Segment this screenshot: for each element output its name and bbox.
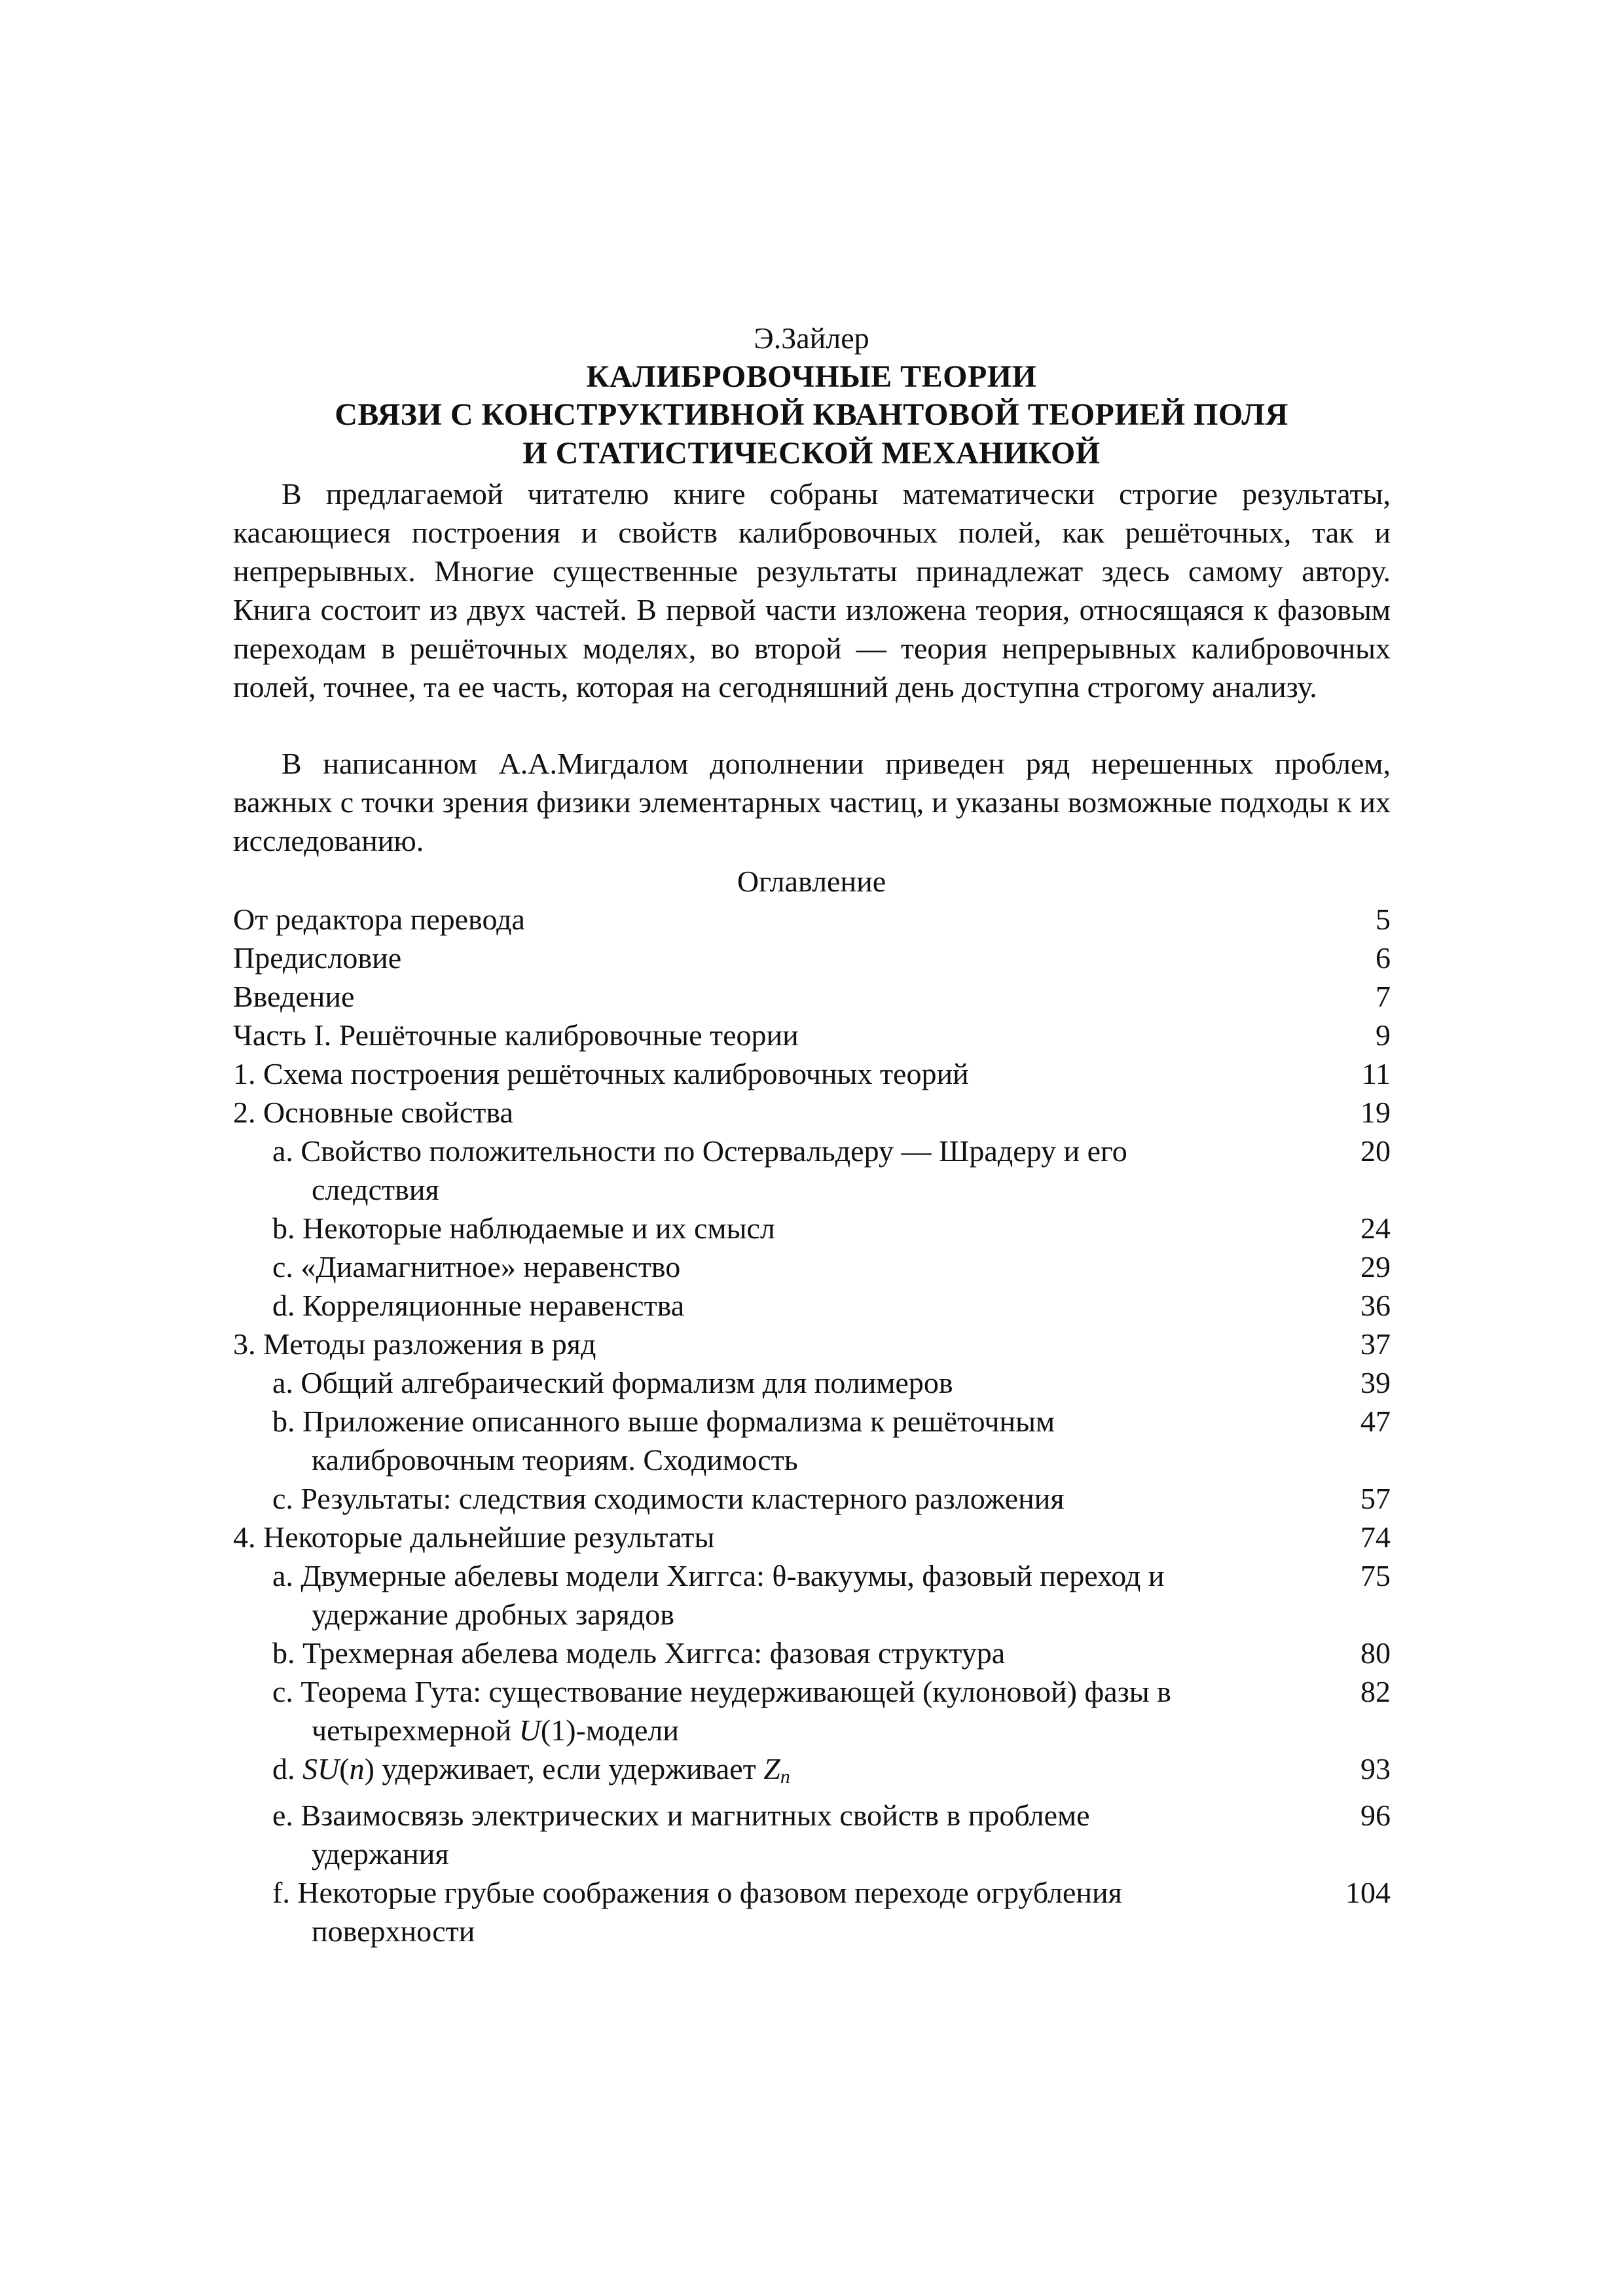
toc-entry[interactable] (233, 1093, 1391, 1132)
abstract-paragraph-1: В предлагаемой читателю книге собраны математически строгие результаты, касающиеся построения и свойств калибровочных полей, как решёточных, так и непрерывных. Многие существенные результаты принадлежат здесь самому автору. Книга состоит из двух частей. В первой части изложена теория, относящаяся к фазовым переходам в решёточных моделях, во второй — теория непрерывных калибровочных полей, точнее, та ее часть, которая на сегодняшний день доступна строгому анализу. (233, 477, 1391, 704)
toc-entry-title: 1. Схема построения решёточных калибровочных теорий (233, 1057, 969, 1090)
toc-entry-title-line-1: e. Взаимосвязь электрических и магнитных свойств в проблеме (272, 1799, 1090, 1832)
toc-entry-title-line-1: c. Теорема Гута: существование неудерживающей (кулоновой) фазы в (272, 1675, 1171, 1708)
toc-entry-title: 4. Некоторые дальнейшие результаты (233, 1520, 715, 1554)
toc-entry-title-line-2 (272, 1711, 1228, 1749)
toc-entry-title-line-2: удержание дробных зарядов (312, 1598, 674, 1631)
title-line-3: И СТАТИСТИЧЕСКОЙ МЕХАНИКОЙ (522, 436, 1101, 471)
title-line-2: СВЯЗИ С КОНСТРУКТИВНОЙ КВАНТОВОЙ ТЕОРИЕЙ ПОЛЯ (335, 397, 1288, 432)
abstract-paragraph-2: В написанном А.А.Мигдалом дополнении приведен ряд нерешенных проблем, важных с точки зрения физики элементарных частиц, и указаны возможные подходы к их исследованию. (233, 747, 1391, 857)
toc-entry-page: 24 (1360, 1211, 1391, 1245)
toc-entry[interactable] (233, 1672, 1391, 1749)
toc-text-fragment: ( (339, 1752, 350, 1785)
math-symbol-z: Z (763, 1752, 780, 1785)
toc-entry-page: 75 (1360, 1559, 1391, 1592)
toc-entry[interactable] (233, 1054, 1391, 1093)
toc-entry-title-line-1: f. Некоторые грубые соображения о фазовом переходе огрубления (272, 1876, 1122, 1909)
toc-entry-title: От редактора перевода (233, 903, 525, 936)
toc-entry[interactable] (233, 1016, 1391, 1054)
toc-entry[interactable] (233, 900, 1391, 939)
toc-entry-page: 39 (1360, 1366, 1391, 1399)
toc-entry[interactable] (233, 1402, 1391, 1479)
toc-entry-page: 36 (1360, 1289, 1391, 1322)
math-symbol-su: SU (302, 1752, 340, 1785)
toc-entry[interactable] (233, 1556, 1391, 1634)
toc-entry-title (233, 1556, 1300, 1634)
toc-entry-title (233, 1749, 1300, 1796)
author-name: Э.Зайлер (754, 321, 869, 355)
toc-text-fragment: ) удерживает, если удерживает (364, 1752, 764, 1785)
toc-entry[interactable] (233, 1325, 1391, 1363)
toc-entry[interactable] (233, 1247, 1391, 1286)
toc-entry-page: 6 (1376, 941, 1391, 975)
toc-entry-title: c. «Диамагнитное» неравенство (272, 1250, 681, 1283)
toc-entry-title (233, 1873, 1300, 1950)
toc-text-fragment: четырехмерной (312, 1713, 519, 1747)
toc-entry-title (233, 1132, 1300, 1209)
toc-entry-title-line-1: b. Приложение описанного выше формализма к решёточным (272, 1405, 1055, 1438)
toc-entry-title: 2. Основные свойства (233, 1096, 513, 1129)
toc-entry-page: 5 (1376, 903, 1391, 936)
toc-entry-title: c. Результаты: следствия сходимости кластерного разложения (272, 1482, 1065, 1515)
toc-entry-page: 82 (1360, 1675, 1391, 1708)
toc-entry-title: b. Трехмерная абелева модель Хиггса: фазовая структура (272, 1636, 1006, 1670)
toc-entry-title (233, 1672, 1300, 1749)
toc-entry-title (233, 1796, 1300, 1873)
toc-entry-title-line-2: удержания (312, 1837, 449, 1871)
title-line-1: КАЛИБРОВОЧНЫЕ ТЕОРИИ (586, 359, 1037, 394)
toc-heading: Оглавление (737, 865, 886, 898)
toc-entry[interactable] (233, 1132, 1391, 1209)
toc-entry-title: Предисловие (233, 941, 402, 975)
math-subscript-n: n (780, 1766, 790, 1787)
toc-entry-title: 3. Методы разложения в ряд (233, 1327, 596, 1361)
toc-entry-page: 57 (1360, 1482, 1391, 1515)
toc-entry-title-line-1: a. Свойство положительности по Остервальдеру — Шрадеру и его (272, 1134, 1127, 1168)
math-symbol-n: n (349, 1752, 365, 1785)
toc-text-fragment: d. (272, 1752, 302, 1785)
toc-entry[interactable] (233, 1634, 1391, 1672)
toc-entry[interactable] (233, 1749, 1391, 1796)
toc-entry[interactable] (233, 1518, 1391, 1556)
toc-text-fragment: (1)-модели (540, 1713, 680, 1747)
toc-entry-title: d. Корреляционные неравенства (272, 1289, 685, 1322)
toc-entry-page: 11 (1361, 1057, 1391, 1090)
toc-entry-page: 80 (1360, 1636, 1391, 1670)
toc-entry-page: 29 (1360, 1250, 1391, 1283)
toc-entry-title-line-2: поверхности (312, 1914, 475, 1948)
toc-entry[interactable] (233, 1873, 1391, 1950)
toc-entry-title: b. Некоторые наблюдаемые и их смысл (272, 1211, 775, 1245)
toc-entry-title: a. Общий алгебраический формализм для полимеров (272, 1366, 953, 1399)
toc-entry-title: Введение (233, 980, 355, 1013)
toc-entry-page: 7 (1376, 980, 1391, 1013)
toc-entry-page: 47 (1360, 1405, 1391, 1438)
table-of-contents (233, 900, 1391, 1950)
toc-entry-title (233, 1402, 1300, 1479)
toc-entry-page: 96 (1360, 1799, 1391, 1832)
toc-entry[interactable] (233, 1286, 1391, 1325)
toc-entry-title-line-2: следствия (312, 1173, 439, 1206)
toc-entry-title: Часть I. Решёточные калибровочные теории (233, 1018, 799, 1052)
toc-entry[interactable] (233, 939, 1391, 977)
toc-entry[interactable] (233, 1363, 1391, 1402)
toc-entry[interactable] (233, 1479, 1391, 1518)
toc-entry-page: 74 (1360, 1520, 1391, 1554)
toc-entry-page: 93 (1360, 1752, 1391, 1785)
toc-entry-page: 37 (1360, 1327, 1391, 1361)
toc-entry-page: 20 (1360, 1134, 1391, 1168)
toc-entry[interactable] (233, 1796, 1391, 1873)
toc-entry[interactable] (233, 977, 1391, 1016)
toc-entry-page: 9 (1376, 1018, 1391, 1052)
math-symbol-u: U (519, 1713, 541, 1747)
toc-entry-title-line-1: a. Двумерные абелевы модели Хиггса: θ-вакуумы, фазовый переход и (272, 1559, 1165, 1592)
toc-entry[interactable] (233, 1209, 1391, 1247)
toc-entry-title-line-2: калибровочным теориям. Сходимость (312, 1443, 798, 1477)
toc-entry-page: 104 (1345, 1876, 1391, 1909)
toc-entry-page: 19 (1360, 1096, 1391, 1129)
